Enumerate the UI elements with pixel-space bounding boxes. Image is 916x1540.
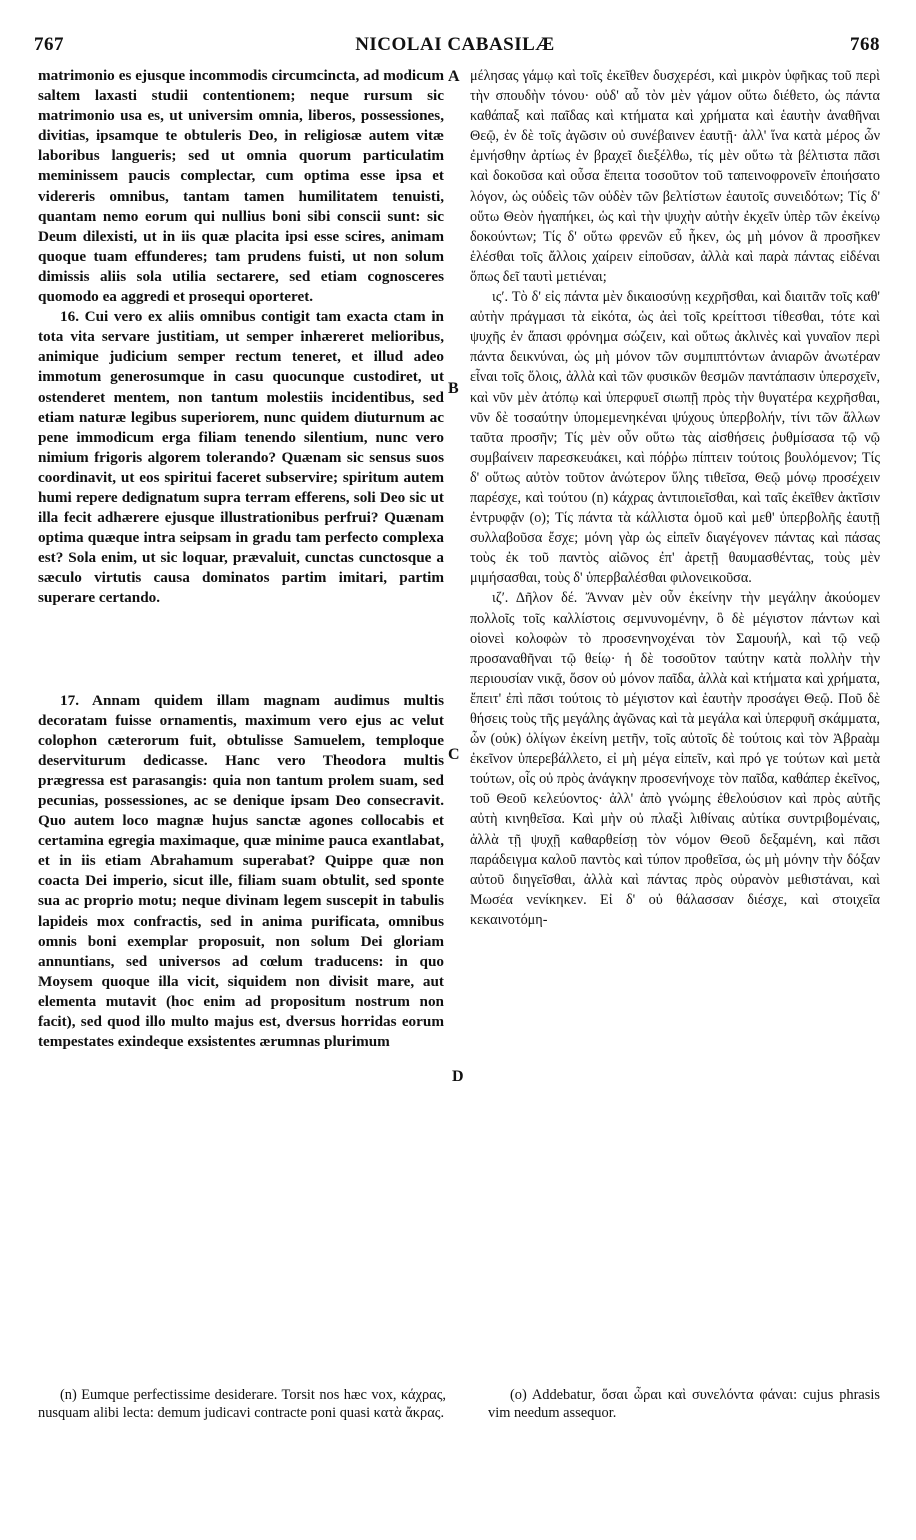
footnote-n: (n) Eumque perfectissime desiderare. Torsit nos hæc vox, κάχρας, nusquam alibi lecta: demum judicavi contracte poni quasi κατὰ ἄκρας. — [38, 1387, 446, 1421]
section-marker-d: D — [452, 1068, 464, 1085]
latin-column — [38, 66, 444, 1052]
latin-paragraph-15-continued: matrimonio es ejusque incommodis circumcincta, ad modicum saltem laxasti studii contentionem; neque rursum sic matrimonio usa es, ut universim omnia, liberos, possessiones, divitias, ipsamque te obtuleris Deo, in religiosæ autem vitæ laboribus langueris; sed ut omnia quorum particulatim meminissem paucis complectar, cum optima esse ipsa et videreris omnibus, tantam tamen humilitatem tenuisti, quantam nemo eorum qui nullius boni sibi conscii sunt: sic Deum dilexisti, ut in iis quæ placita ipsi esse scires, animam quoque tuam effunderes; tam prudens fuisti, ut non solum dimissis aliis sola utilia sectarere, sed etiam cognosceres quomodo ea aggredi et prosequi oporteret. — [38, 67, 444, 306]
page-number-right: 768 — [850, 34, 880, 55]
latin-paragraph-17: 17. Annam quidem illam magnam audimus multis decoratam fuisse ornamentis, maximum vero ejus ac velut colophon cæterorum fuit, obtulisse Samuelem, temploque deserviturum dedicasse. Hanc vero Theodora multis prægressa est parasangis: quia non tantum prolem suam, sed pecunias, possessiones, ac se denique ipsam Deo consecravit. Quo autem loco magnæ hujus sanctæ agones collocabis et certamina egregia maximaque, quæ minime pauca exantlabat, et in iis etiam Abrahamum superabat? Quippe quæ non coacta Dei imperio, sicut ille, filiam suam obtulit, sed sponte sua ac proprio motu; neque divinam legem suscepit in tabulis lapideis mox confractis, sed in anima purificata, omnibus omnis boni exemplar proposuit, non solum Dei gloriam annuntians, sed universos ad cœlum traducens: in quo Moysem quoque illa vicit, siquidem non divisit mare, aut elementa mutavit (hoc enim ad propositum nostrum non facit), sed quod illo multo majus est, dversus horridas eorum tempestates exindeque exsistentes ærumnas plurimum — [38, 691, 444, 1051]
section-marker-c: C — [448, 746, 460, 763]
section-marker-b: B — [448, 380, 459, 397]
footnote-o: (o) Addebatur, ὅσαι ὧραι καὶ συνελόντα φάναι: cujus phrasis vim needum assequor. — [488, 1387, 880, 1421]
running-title: NICOLAI CABASILÆ — [355, 34, 555, 55]
greek-paragraph-15-continued: μέλησας γάμῳ καὶ τοῖς ἐκεῖθεν δυσχερέσι, καὶ μικρὸν ὑφῆκας τοῦ περὶ τὴν σπουδὴν τόνου· οὐδ' αὖ τὸν μὲν γάμον οὕτω διέθετο, ὡς πάντα καθάπαξ καὶ παῖδας καὶ κτήματα καὶ χρήματα καὶ ἑαυτὴν ἀναθῆναι Θεῷ, ἐν δὲ τοῖς ἀγῶσιν οὐ συνέβαινεν ἑαυτῇ· ἀλλ' ἵνα κατὰ μέρος ὧν ἐμνήσθην ἀρτίως ἐν βραχεῖ διεξέλθω, τίς μὲν οὕτω τὰ βέλτιστα πᾶσι καὶ δοκοῦσα καὶ οὖσα ἔπειτα τοσοῦτον τοῦ ταπεινοφρονεῖν ἐποιήσατο λόγον, ὡς οὐδεὶς τῶν οὐδὲν τῶν βελτίστων ἑαυτοῖς συνειδότων; Τίς δ' οὕτω Θεὸν ἠγαπήκει, ὡς καὶ τὴν ψυχὴν αὐτὴν ἐκχεῖν ὑπὲρ τῶν ἐκείνῳ δοκούντων; Τίς δ' οὕτω φρενῶν εὖ ἧκεν, ὡς μὴ μόνον ἃ προσῆκεν ἑλέσθαι τοῖς ἄλλοις χαίρειν εἰποῦσαν, ἀλλὰ καὶ παρὰ πάντας εἰδέναι ὅπως δεῖ ταυτὶ μετιέναι; — [470, 68, 880, 285]
greek-paragraph-16: ιςʹ. Τὸ δ' εἰς πάντα μὲν δικαιοσύνῃ κεχρῆσθαι, καὶ διαιτᾶν τοῖς καθ' αὐτὴν πράγμασι τὰ εἰκότα, ὡς ἀεὶ τοῖς κρείττοσι τίθεσθαι, τότε καὶ ψυχῆς ἐν ἅπασι φρόνημα σώζειν, καὶ οὕτως ἀκλινὲς καὶ γυναῖον περὶ πάντα δεικνύναι, ὡς μὴ μόνον τῶν συμπιπτόντων ἀνιαρῶν ἀνωτέραν εἶναι τοῖς ὅλοις, ἀλλὰ καὶ τῶν φυσικῶν θεσμῶν παντάπασιν ὑπερσχεῖν, καὶ νῦν μὲν ἀτόπῳ καὶ ὑπερφυεῖ σιωπῇ πρὸς τὴν θυγατέρα κεχρῆσθαι, νῦν δὲ τοσαύτην ὑπομεμενηκέναι ψύχους ὑπερβολήν, τίνι τῶν ἄλλων ταῦτα προσῆν; Τίς μὲν οὖν οὕτω τὰς αἰσθήσεις ῥυθμίσασα τῷ νῷ συμβαίνειν παρεσκευάκει, καὶ πόῤῥω πίπτειν τούτοις βουλόμενον; Τίς δ' οὕτως αὐτὸν τοῦτον ἀνώτερον ὕλης τιθεῖσα, Θεῷ μόνῳ προσέχειν παρέσχε, καὶ τούτου (n) κάχρας ἀντιποιεῖσθαι, καὶ ταῖς ἐκεῖθεν ἀκτῖσιν ἐντρυφᾷν (o); Τίς πάντα τὰ κάλλιστα ὁμοῦ καὶ μεθ' ὑπερβολῆς ἑαυτῇ συλλαβοῦσα ἔσχε; μόνη γὰρ ὡς εἰπεῖν διαγέγονεν πάντας καὶ πάσας τοὺς ἐκ τοῦ παντὸς αἰῶνος ἐπ' ἀρετῇ θαυμασθέντας, τοὺς μὲν μιμήσασθαι, τοὺς δ' ὑπερβαλέσθαι φιλονεικοῦσα. — [470, 289, 880, 587]
greek-column — [470, 66, 880, 930]
footnote-right — [488, 1386, 880, 1422]
greek-paragraph-17: ιζʹ. Δῆλον δέ. Ἄνναν μὲν οὖν ἐκείνην τὴν μεγάλην ἀκούομεν πολλοῖς τοῖς καλλίστοις σεμνυνομένην, ὃ δὲ μέγιστον πάντων καὶ οἱονεὶ κολοφὼν τὸ προσενηνοχέναι τὸν Σαμουήλ, καὶ τῷ νεῷ προσαναθῆναι τῷ θείῳ· ἡ δὲ τοσοῦτον ταύτην κατὰ πολλὴν τὴν περιουσίαν νικᾷ, ὅσον οὐ μόνον παῖδα, ἀλλὰ καὶ κτήματα καὶ χρήματα, ἔπειτ' ἐπὶ πᾶσι τούτοις τὸ μέγιστον καὶ ἑαυτὴν προσάγει Θεῷ. Ποῦ δὲ θήσεις τοὺς τῆς μεγάλης ἀγῶνας καὶ τὰ μεγάλα καὶ ὑπερφυῆ σκάμματα, ὧν (οὐκ) ὀλίγων ἐκείνη μετῆν, τοῖς αὐτοῖς δὲ τούτοις καὶ τὸν Ἀβραὰμ ἐκεῖνον ὑπερεβάλλετο, εἰ μὴ μέγα εἰπεῖν, καὶ πρό γε τούτων καὶ μετὰ τούτων, οἷς οὐ πρὸς ἀνάγκην προσενήνοχε τὸν παῖδα, καθάπερ ἐκεῖνος, τοῦ Θεοῦ κελεύοντος· ἀλλ' ἀπὸ γνώμης ἐθελούσιον καὶ πρὸς αὑτῆς αὐτὴ κινηθεῖσα. Καὶ μὴν οὐ πλαξὶ λιθίναις αὐτίκα συντριβομέναις, ἀλλὰ τῇ ψυχῇ καθαρθείσῃ τὸν νόμον Θεοῦ δεξαμένη, καὶ πᾶσι παράδειγμα καλοῦ παντὸς καὶ τύπον προθεῖσα, ὡς μὴ μόνην τὴν δόξαν αὐτοῦ διηγεῖσθαι, ἀλλὰ καὶ πάντας πρὸς οὐρανὸν μεθιστάναι, καὶ Μωσέα νενίκηκεν. Εἰ δ' οὐ θάλασσαν διέσχε, καὶ στοιχεῖα κεκαινοτόμη- — [470, 590, 880, 928]
page-header — [30, 34, 880, 60]
footnote-left — [38, 1386, 446, 1422]
column-spacer — [38, 609, 444, 691]
section-marker-a: A — [448, 68, 460, 85]
latin-paragraph-16: 16. Cui vero ex aliis omnibus contigit tam exacta ctam in tota vita servare justitiam, ut semper inhæreret melioribus, animique judicium semper rectum teneret, et illud adeo immotum generosumque in casu quocunque custodiret, ut ostenderet mentem, non tantum molestiis incidentibus, sed etiam naturæ legibus superiorem, nunc quidem diuturnum ac pene immodicum erga filiam tenendo silentium, nunc vero nimium frigoris algorem tolerando? Quænam sic sensus suos coordinavit, ut eos spiritui faceret subservire; spiritum autem humi repere dedignatum supra terram efferens, soli Deo sic ut illa fecit adhærere ejusque illustrationibus perfrui? Quænam optima quæque intra seipsam in gradu tam perfecto complexa est? Sola enim, ut sic loquar, prævaluit, cunctas cunctosque a sæculo virtutis causa dominatos partim imitari, partim superare certando. — [38, 308, 444, 607]
page-number-left: 767 — [34, 34, 64, 55]
